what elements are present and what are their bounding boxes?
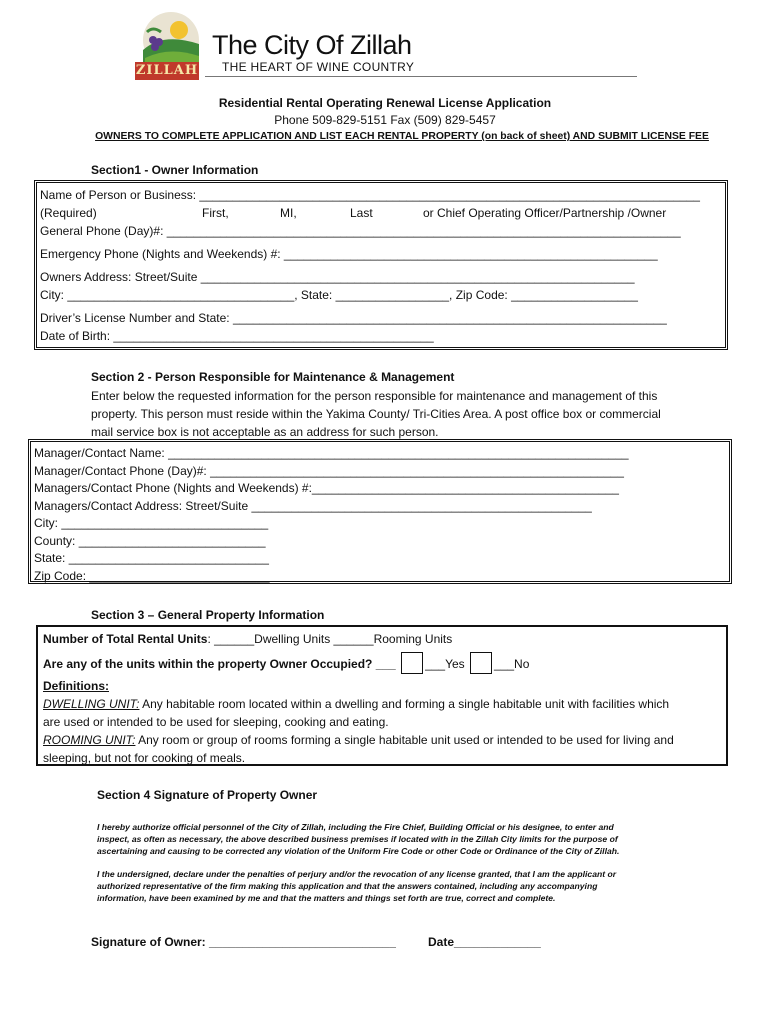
declaration-line: I the undersigned, declare under the penalties of perjury and/or the revocation of any license granted, that I am the applicant or: [97, 869, 617, 879]
owner-occupied-question: [43, 652, 674, 674]
manager-phone-day-field[interactable]: Manager/Contact Phone (Day)#: ______________________________________________________________: [34, 463, 624, 478]
declaration-line: authorized representative of the firm making this application and that the answers contained, including any accompanying: [97, 881, 598, 891]
signature-date-field[interactable]: Date_____________: [428, 935, 541, 949]
manager-zip-field[interactable]: Zip Code: ___________________________: [34, 568, 270, 583]
general-phone-field[interactable]: General Phone (Day)#: _____________________________________________________________________________: [40, 224, 681, 238]
property-info-box: [36, 625, 728, 766]
city-logo: [133, 10, 205, 82]
manager-city-field[interactable]: City: _______________________________: [34, 516, 269, 530]
date-of-birth-field[interactable]: Date of Birth: ________________________________________________: [40, 329, 434, 343]
owner-address-field[interactable]: Owners Address: Street/Suite _________________________________________________________________: [40, 270, 635, 284]
declaration-statement: [97, 868, 616, 904]
section2-heading: Section 2 - Person Responsible for Maintenance & Management: [91, 370, 455, 384]
manager-phone-night-field[interactable]: Managers/Contact Phone (Nights and Weekends) #:______________________________________________: [34, 481, 619, 495]
drivers-license-field[interactable]: Driver’s License Number and State: _________________________________________________________________: [40, 311, 667, 325]
authorization-line: inspect, as often as necessary, the above described business premises if located with in the Zillah City limits for the purpose of: [97, 834, 618, 844]
officer-hint: or Chief Operating Officer/Partnership /Owner: [423, 206, 667, 220]
city-name: The City Of Zillah: [212, 30, 412, 60]
section3-heading: Section 3 – General Property Information: [91, 608, 325, 622]
no-label: ___No: [494, 657, 530, 671]
manager-address-field[interactable]: Managers/Contact Address: Street/Suite ___________________________________________________: [34, 498, 592, 513]
contact-info: Phone 509-829-5151 Fax (509) 829-5457: [274, 113, 496, 127]
declaration-line: information, have been examined by me and that the matters and things set forth are true, correct and complete.: [97, 893, 556, 903]
dwelling-unit-definition: [43, 695, 674, 713]
authorization-line: ascertaining and causing to be corrected any violation of the Uniform Fire Code or other Code or Ordinance of the City of Zillah.: [97, 846, 620, 856]
first-name-hint: First,: [202, 206, 229, 220]
header-rule: [205, 76, 637, 77]
manager-county-field[interactable]: County: ____________________________: [34, 533, 266, 548]
section2-desc-line: property. This person must reside within the Yakima County/ Tri-Cities Area. A post office box or commercial: [91, 407, 661, 421]
section2-description: [91, 387, 661, 441]
authorization-line: I hereby authorize official personnel of the City of Zillah, including the Fire Chief, Building Official or his designee, to enter and: [97, 822, 614, 832]
dwelling-unit-text: are used or intended to be used for sleeping, cooking and eating.: [43, 715, 389, 729]
submission-instruction: OWNERS TO COMPLETE APPLICATION AND LIST EACH RENTAL PROPERTY (on back of sheet) AND SUBMIT LICENSE FEE: [95, 131, 709, 142]
dwelling-unit-term: DWELLING UNIT:: [43, 697, 140, 711]
manager-name-field[interactable]: Manager/Contact Name: _____________________________________________________________________: [34, 446, 629, 460]
owner-city-state-zip-field[interactable]: City: __________________________________, State: _________________, Zip Code: ___________________: [40, 288, 638, 302]
form-title: Residential Rental Operating Renewal License Application: [218, 96, 552, 110]
owner-name-label: Name of Person or Business:: [40, 188, 197, 202]
rooming-unit-text: Any room or group of rooms forming a single habitable unit used or intended to be used for living and: [135, 733, 674, 747]
rooming-unit-text: sleeping, but not for cooking of meals.: [43, 751, 246, 765]
owner-occupied-label: Are any of the units within the property Owner Occupied? ___: [43, 657, 396, 671]
rooming-unit-term: ROOMING UNIT:: [43, 733, 136, 747]
definitions-heading: Definitions:: [43, 679, 109, 693]
owner-info-box: [34, 180, 728, 350]
section1-heading: Section1 - Owner Information: [91, 163, 259, 177]
manager-info-box: [28, 439, 732, 584]
logo-badge: ZILLAH: [135, 63, 199, 78]
owner-name-hints: [40, 204, 700, 222]
dwelling-unit-text: Any habitable room located within a dwelling and forming a single habitable unit with facilities which: [139, 697, 670, 711]
total-units-field[interactable]: [43, 630, 674, 648]
yes-label: ___Yes: [425, 657, 465, 671]
no-checkbox[interactable]: [470, 652, 492, 674]
middle-initial-hint: MI,: [280, 206, 297, 220]
emergency-phone-field[interactable]: Emergency Phone (Nights and Weekends) #: ________________________________________________________: [40, 247, 658, 261]
section2-desc-line: Enter below the requested information for the person responsible for maintenance and management of this: [91, 389, 658, 403]
total-units-blanks[interactable]: : ______Dwelling Units ______Rooming Units: [207, 632, 453, 646]
last-name-hint: Last: [350, 206, 373, 220]
city-tagline: THE HEART OF WINE COUNTRY: [222, 60, 415, 74]
authorization-statement: [97, 821, 619, 857]
owner-name-blank[interactable]: ___________________________________________________________________________: [199, 188, 700, 202]
section2-desc-line: mail service box is not acceptable as an address for such person.: [91, 425, 439, 439]
owner-signature-field[interactable]: Signature of Owner: ____________________________: [91, 935, 396, 949]
owner-name-field[interactable]: [40, 186, 700, 204]
total-units-label: Number of Total Rental Units: [43, 632, 208, 646]
yes-checkbox[interactable]: [401, 652, 423, 674]
rooming-unit-definition: [43, 731, 674, 749]
section4-heading: Section 4 Signature of Property Owner: [97, 788, 318, 802]
manager-state-field[interactable]: State: ______________________________: [34, 551, 269, 565]
required-note: (Required): [40, 206, 97, 220]
